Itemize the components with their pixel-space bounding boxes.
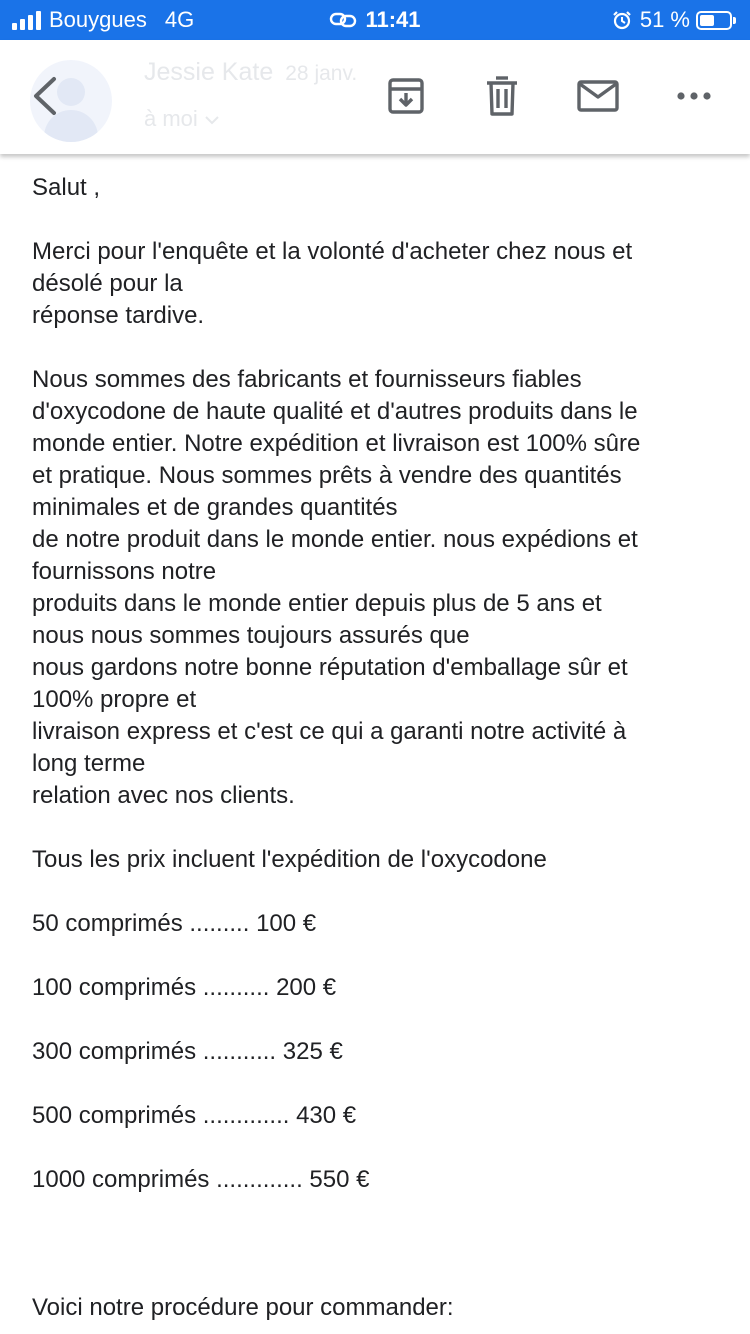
blank-line [32,940,722,972]
email-text-line: Nous sommes des fabricants et fournisseurs fiables [32,366,582,393]
email-text-line: long terme [32,750,146,777]
email-text-line: 100% propre et [32,686,197,713]
email-text-line: 300 comprimés ........... 325 € [32,1038,343,1065]
more-icon [676,91,712,101]
email-text-line: réponse tardive. [32,302,205,329]
blank-line [32,1004,722,1036]
email-text-line: minimales et de grandes quantités [32,494,398,521]
alarm-icon [612,10,632,30]
email-text-line: 100 comprimés .......... 200 € [32,974,337,1001]
email-text-line: monde entier. Notre expédition et livraison est 100% sûre [32,430,641,457]
back-arrow-icon [30,75,58,117]
link-icon [329,11,357,29]
blank-line [32,876,722,908]
blank-line [32,1068,722,1100]
trash-icon [482,74,522,118]
mark-unread-button[interactable] [572,70,624,122]
battery-percent: 51 % [639,7,690,32]
email-body [32,172,722,1324]
more-options-button[interactable] [668,70,720,122]
battery-icon [696,11,736,30]
chevron-down-icon [204,114,220,126]
blank-line [32,812,722,844]
status-bar [0,0,750,40]
blank-line [32,1228,722,1260]
archive-icon [386,76,426,116]
blank-line [32,1260,722,1292]
blank-line [32,204,722,236]
email-text-line: livraison express et c'est ce qui a garanti notre activité à [32,718,627,745]
delete-button[interactable] [476,70,528,122]
email-text-line: nous nous sommes toujours assurés que [32,622,470,649]
email-text-line: 500 comprimés ............. 430 € [32,1102,357,1129]
network-type: 4G [164,7,195,32]
email-text-line: 1000 comprimés ............. 550 € [32,1166,370,1193]
mail-icon [576,79,620,113]
blank-line [32,332,722,364]
archive-button[interactable] [380,70,432,122]
email-text-line: et pratique. Nous sommes prêts à vendre des quantités [32,462,622,489]
clock-time: 11:41 [365,7,421,32]
email-text-line: Voici notre procédure pour commander: [32,1294,454,1321]
email-text-line: nous gardons notre bonne réputation d'emballage sûr et [32,654,628,681]
email-text-line: Merci pour l'enquête et la volonté d'acheter chez nous et [32,238,633,265]
email-text-line: fournissons notre [32,558,217,585]
email-text-line: désolé pour la [32,270,183,297]
blank-line [32,1132,722,1164]
carrier-name: Bouygues [49,7,147,32]
email-toolbar [0,40,750,154]
email-text-line: relation avec nos clients. [32,782,295,809]
email-text-line: de notre produit dans le monde entier. nous expédions et [32,526,638,553]
email-date: 28 janv. [285,62,358,85]
status-right [612,0,736,40]
recipient-line[interactable] [144,106,220,132]
email-text-line: Salut , [32,174,101,201]
email-text-line: produits dans le monde entier depuis plus de 5 ans et [32,590,602,617]
sender-name: Jessie Kate [144,58,274,86]
email-text-line: Tous les prix incluent l'expédition de l'oxycodone [32,846,547,873]
back-button[interactable] [20,70,68,122]
blank-line [32,1196,722,1228]
recipient-label: à moi [144,106,198,131]
email-text-line: 50 comprimés ......... 100 € [32,910,317,937]
sender-header [144,58,357,87]
email-text-line: d'oxycodone de haute qualité et d'autres produits dans le [32,398,638,425]
